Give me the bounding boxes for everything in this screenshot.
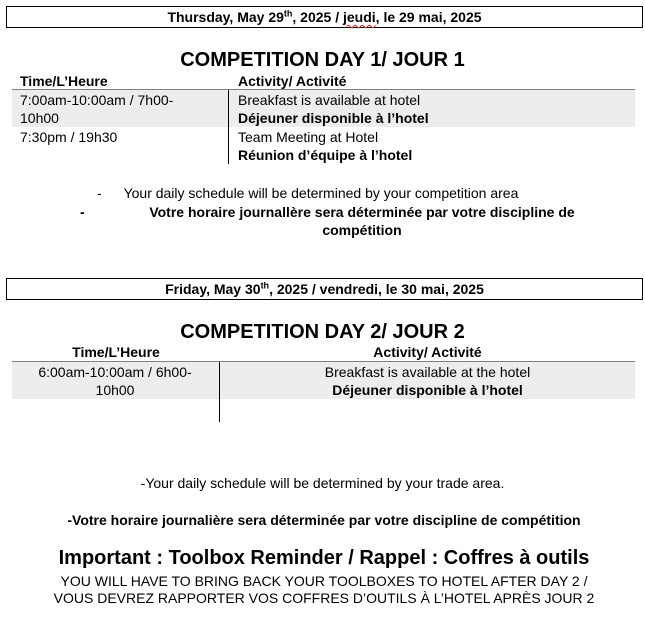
day2-date-banner bbox=[6, 278, 643, 300]
day1-title: COMPETITION DAY 1/ JOUR 1 bbox=[180, 49, 465, 71]
day1-header-time-text: Time/L’Heure bbox=[20, 73, 108, 89]
day1-row-2-time-line1: 7:30pm / 19h30 bbox=[20, 129, 118, 145]
day1-date-fr-day: jeudi bbox=[343, 9, 376, 25]
day1-row-2-activity-fr: Réunion d’équipe à l’hotel bbox=[238, 147, 413, 163]
day2-row-1-time-line2: 10h00 bbox=[95, 382, 135, 398]
day1-row-1-time-line1: 7:00am-10:00am / 7h00- bbox=[20, 92, 174, 108]
important-body bbox=[0, 573, 645, 607]
day2-header-activity-text: Activity/ Activité bbox=[373, 344, 482, 360]
day1-date-fr: , le 29 mai, 2025 bbox=[375, 9, 482, 25]
important-line-2: VOUS DEVREZ RAPPORTER VOS COFFRES D’OUTILS À L’HOTEL APRÈS JOUR 2 bbox=[53, 590, 595, 606]
day2-row-1-time bbox=[12, 363, 218, 399]
day2-date-text: Friday, May 30 bbox=[165, 281, 261, 297]
day1-column-divider bbox=[228, 90, 229, 164]
day1-row-1-activity-en: Breakfast is available at hotel bbox=[238, 92, 421, 108]
day2-row-1-time-line1: 6:00am-10:00am / 6h00- bbox=[38, 364, 192, 380]
day1-row-1-activity-fr: Déjeuner disponible à l’hotel bbox=[238, 110, 429, 126]
important-title: Important : Toolbox Reminder / Rappel : Coffres à outils bbox=[58, 547, 590, 569]
day2-header-activity bbox=[220, 344, 635, 360]
day2-column-divider bbox=[219, 362, 220, 422]
day1-note-fr-line1: Votre horaire journallère sera déterminée par votre discipline de bbox=[149, 204, 575, 220]
day2-note-fr: -Votre horaire journalière sera déterminée par votre discipline de compétition bbox=[67, 512, 581, 528]
day1-date-text: Thursday, May 29 bbox=[167, 9, 284, 25]
day1-note-en-text: Your daily schedule will be determined by your competition area bbox=[123, 185, 519, 201]
day2-header-time-text: Time/L’Heure bbox=[72, 344, 160, 360]
day2-header-time bbox=[12, 344, 220, 360]
day1-header-activity-text: Activity/ Activité bbox=[238, 73, 347, 89]
day2-title: COMPETITION DAY 2/ JOUR 2 bbox=[180, 321, 465, 343]
day1-date-banner bbox=[6, 6, 643, 28]
day2-row-1-activity bbox=[220, 363, 635, 399]
day2-row-1-activity-en: Breakfast is available at the hotel bbox=[324, 364, 531, 380]
day1-row-1-time-line2: 10h00 bbox=[20, 110, 59, 126]
day1-row-1-time bbox=[20, 91, 225, 127]
important-line-1: YOU WILL HAVE TO BRING BACK YOUR TOOLBOXES TO HOTEL AFTER DAY 2 / bbox=[60, 573, 588, 589]
day1-note-en-bullet: - bbox=[97, 185, 102, 201]
day1-note-fr-line2: compétition bbox=[322, 222, 402, 238]
day1-note-en bbox=[97, 184, 518, 202]
day1-header-activity bbox=[238, 73, 346, 89]
day2-date-sup: th bbox=[260, 280, 270, 291]
day1-row-1-activity bbox=[238, 91, 429, 127]
day1-row-2-activity-en: Team Meeting at Hotel bbox=[238, 129, 379, 145]
day2-note-en: -Your daily schedule will be determined by your trade area. bbox=[140, 475, 505, 491]
day1-row-2-time bbox=[20, 128, 117, 146]
day1-note-fr-bullet: - bbox=[80, 204, 85, 220]
day2-date-rest: , 2025 / vendredi, le 30 mai, 2025 bbox=[269, 281, 484, 297]
day2-row-1-activity-fr: Déjeuner disponible à l’hotel bbox=[332, 382, 523, 398]
day1-note-fr bbox=[100, 203, 624, 239]
day1-date-sup: th bbox=[283, 8, 293, 19]
day1-date-year: , 2025 / bbox=[292, 9, 343, 25]
day1-row-2-activity bbox=[238, 128, 412, 164]
day1-header-time bbox=[20, 73, 108, 89]
